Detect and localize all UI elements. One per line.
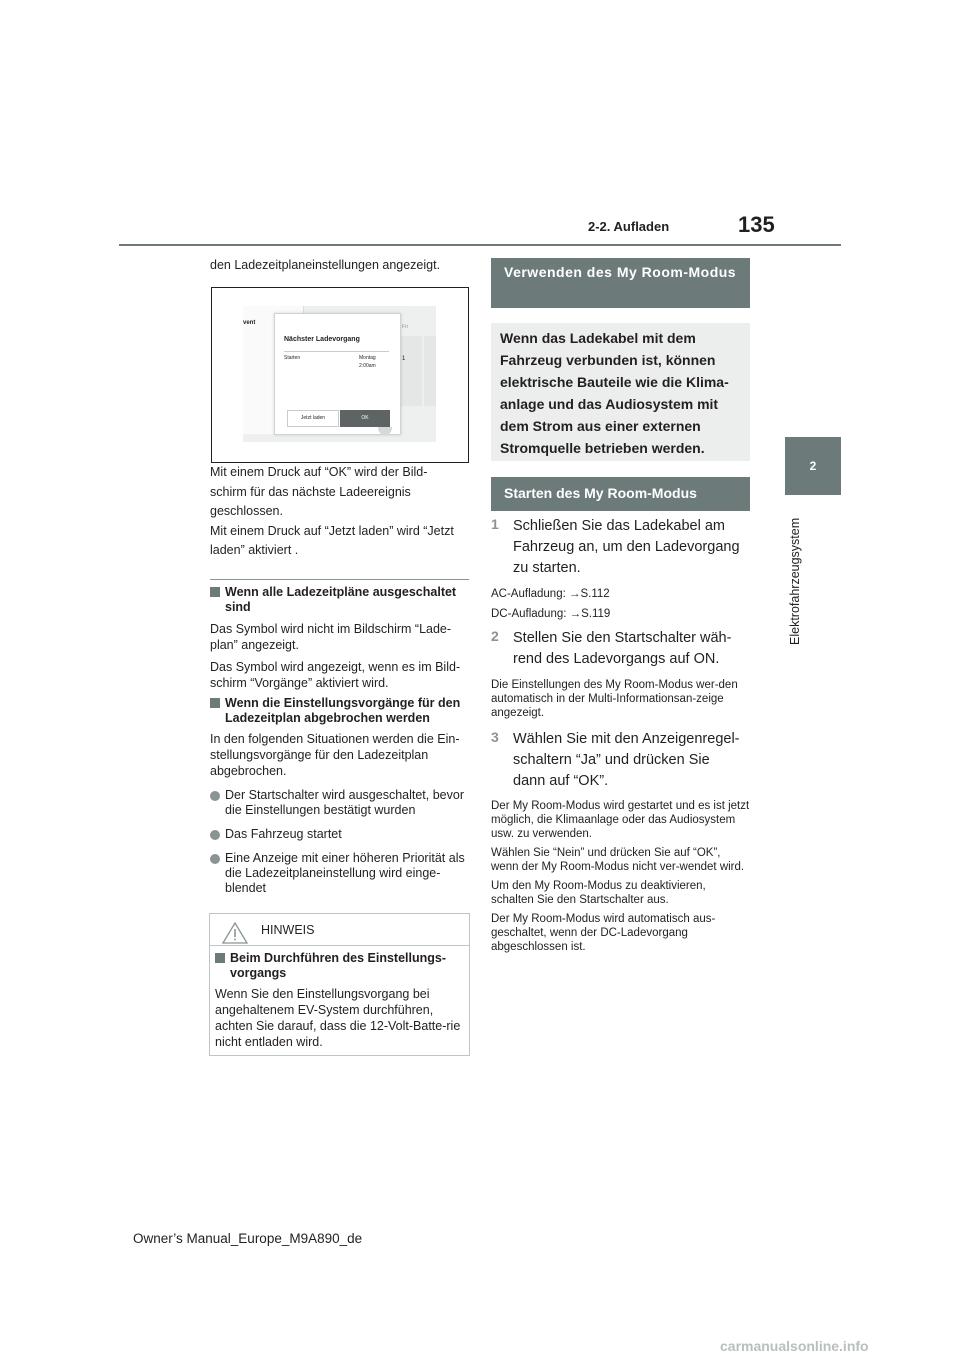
after-line: Mit einem Druck auf “OK” wird der Bild-: [210, 465, 428, 479]
sub2-heading: [210, 696, 470, 726]
section-divider: [210, 579, 469, 580]
sub1-p1: Das Symbol wird nicht im Bildschirm “Lade-plan” angezeigt.: [210, 622, 452, 652]
heading-start-my-room-text: Starten des My Room-Modus: [504, 485, 697, 501]
jetzt-laden-button[interactable]: Jetzt laden: [287, 410, 339, 427]
note-heading: [215, 951, 460, 981]
list-item-text: Der Startschalter wird ausgeschaltet, bevor die Einstellungen bestätigt wurden: [225, 788, 464, 817]
step-number: 3: [491, 729, 499, 745]
after-line: laden” aktiviert .: [210, 543, 299, 557]
dialog-start-day: Montag: [359, 355, 376, 361]
screen-column-card: [398, 336, 422, 406]
sub2-block: [210, 696, 470, 896]
header-rule: [119, 244, 841, 246]
note-body: Wenn Sie den Einstellungsvorgang bei angehaltenem EV-System durchführen, achten Sie darauf, dass die 12-Volt-Batte-rie nicht entladen wird.: [215, 987, 461, 1049]
step-number: 1: [491, 516, 499, 532]
screen-column-card-2: [424, 336, 436, 406]
info-line: elektrische Bauteile wie die Klima-: [500, 374, 729, 390]
screen-figure: [211, 287, 469, 463]
ok-button[interactable]: OK: [340, 410, 390, 427]
warning-icon: [222, 922, 248, 944]
para: Um den My Room-Modus zu deaktivieren, schalten Sie den Startschalter aus.: [491, 880, 706, 906]
note-rule: [210, 945, 469, 946]
dialog-divider: [284, 351, 389, 352]
step-text: Schließen Sie das Ladekabel am Fahrzeug an, um den Ladevorgang zu starten.: [513, 518, 740, 576]
info-line: Fahrzeug verbunden ist, können: [500, 352, 716, 368]
square-bullet-icon: [215, 953, 225, 963]
info-box: [491, 323, 750, 461]
dialog-start-time: 2:00am: [359, 363, 376, 369]
step-1: [491, 516, 751, 579]
note-title: Beim Durchführen des Einstellungs-vorgangs: [230, 951, 447, 980]
info-line: Wenn das Ladekabel mit dem: [500, 330, 696, 346]
list-item-text: Eine Anzeige mit einer höheren Priorität als die Ladezeitplaneinstellung wird einge-blendet: [225, 851, 465, 895]
step-text: Stellen Sie den Startschalter wäh-rend des Ladevorgangs auf ON.: [513, 630, 732, 667]
after-line: geschlossen.: [210, 504, 283, 518]
footer-text: Owner’s Manual_Europe_M9A890_de: [133, 1231, 363, 1246]
chapter-title: [786, 505, 804, 645]
page-number: 135: [738, 212, 775, 237]
step-3: [491, 729, 751, 792]
step-2: [491, 628, 751, 670]
chapter-title-text: Elektrofahrzeugsystem: [788, 517, 802, 645]
right-paragraphs: [491, 799, 751, 954]
screen-side-digit: 1: [402, 356, 406, 362]
heading-my-room-text: Verwenden des My Room-Modus: [504, 264, 737, 280]
info-box-text: [491, 323, 750, 459]
list-item-text: Das Fahrzeug startet: [225, 827, 342, 841]
bullet-icon: [210, 791, 220, 801]
ref-dc[interactable]: DC-Aufladung: →S.119: [491, 608, 611, 620]
para: Wählen Sie “Nein” und drücken Sie auf “OK”, wenn der My Room-Modus nicht ver-wendet wird.: [491, 847, 745, 873]
watermark: carmanualsonline.info: [720, 1338, 869, 1354]
sub1-heading: [210, 585, 470, 615]
after-line: schirm für das nächste Ladeereignis: [210, 484, 411, 499]
para: Der My Room-Modus wird gestartet und es ist jetzt möglich, die Klimaanlage oder das Audiosystem usw. zu verwenden.: [491, 800, 750, 840]
info-line: dem Strom aus einer externen: [500, 418, 701, 434]
para: Der My Room-Modus wird automatisch aus-geschaltet, wenn der DC-Ladevorgang abgeschlossen ist.: [491, 913, 716, 953]
step-text: Wählen Sie mit den Anzeigenregel-schaltern “Ja” und drücken Sie dann auf “OK”.: [513, 731, 740, 789]
heading-start-my-room: [491, 477, 750, 511]
ref-ac[interactable]: AC-Aufladung: →S.112: [491, 588, 610, 600]
sub1-p2: Das Symbol wird angezeigt, wenn es im Bild-schirm “Vorgänge” aktiviert wird.: [210, 660, 461, 690]
list-item: [210, 788, 470, 818]
info-line: anlage und das Audiosystem mit: [500, 396, 719, 412]
step-2-note: Die Einstellungen des My Room-Modus wer-den automatisch in der Multi-Informationsan-zeige angezeigt.: [491, 679, 738, 719]
after-figure-text: [210, 463, 470, 561]
bullet-icon: [210, 854, 220, 864]
list-item: [210, 827, 470, 842]
screen-tab-label: vent: [243, 320, 256, 326]
chapter-tab[interactable]: 2: [785, 437, 841, 495]
square-bullet-icon: [210, 698, 220, 708]
heading-my-room: [491, 258, 750, 308]
sub2-title: Wenn die Einstellungsvorgänge für den Ladezeitplan abgebrochen werden: [225, 696, 461, 725]
after-line: Mit einem Druck auf “Jetzt laden” wird “Jetzt: [210, 523, 454, 538]
list-item: [210, 851, 470, 896]
bullet-icon: [210, 830, 220, 840]
step-number: 2: [491, 628, 499, 644]
info-line: Stromquelle betrieben werden.: [500, 440, 705, 456]
square-bullet-icon: [210, 587, 220, 597]
sub1-block: [210, 585, 470, 691]
sub1-title: Wenn alle Ladezeitpläne ausgeschaltet sind: [225, 585, 457, 614]
dialog-title: Nächster Ladevorgang: [284, 336, 360, 343]
section-label: 2-2. Aufladen: [588, 219, 670, 234]
note-box: [209, 913, 470, 1056]
screen-day-label: Fri: [402, 324, 408, 330]
charge-dialog: [274, 313, 401, 435]
note-label: HINWEIS: [261, 923, 315, 937]
dialog-start-label: Starten: [284, 355, 301, 361]
intro-text: den Ladezeitplaneinstellungen angezeigt.: [210, 258, 441, 272]
sub2-p1: In den folgenden Situationen werden die Ein-stellungsvorgänge für den Ladezeitplan abgebrochen.: [210, 732, 460, 778]
